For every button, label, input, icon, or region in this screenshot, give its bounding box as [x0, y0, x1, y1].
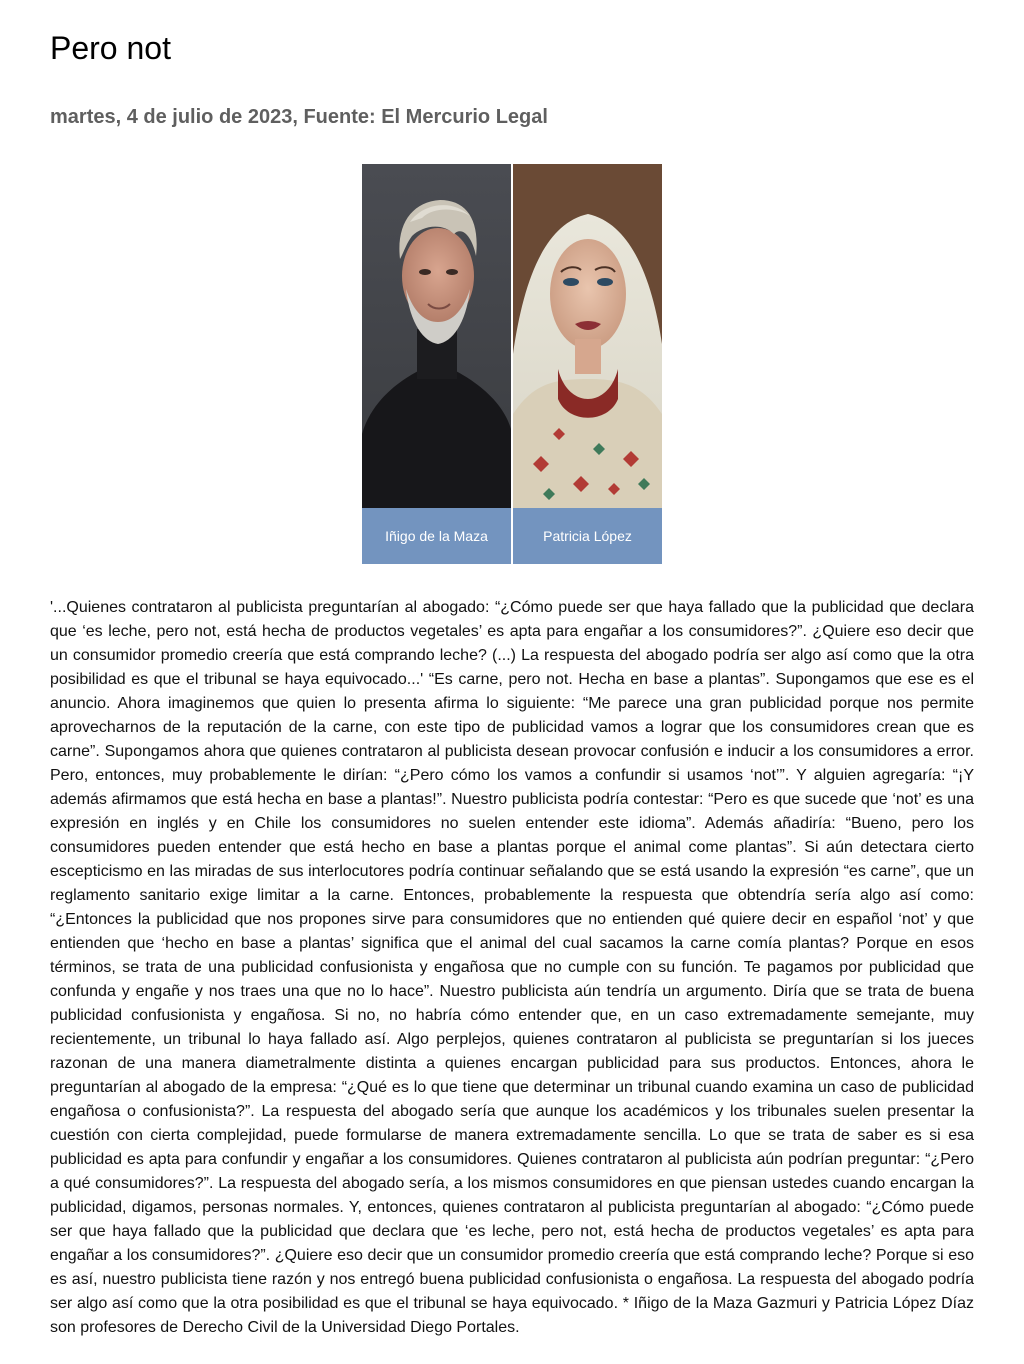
author-photos: [362, 164, 662, 564]
author-name-caption: Patricia López: [513, 508, 662, 564]
author-photo-right: [513, 164, 662, 564]
author-photo-left: [362, 164, 511, 564]
portrait-man-image: [362, 164, 511, 508]
article-title: Pero not: [50, 30, 171, 66]
article-body: '...Quienes contrataron al publicista preguntarían al abogado: “¿Cómo puede ser que haya fallado que la publicidad que declara que ‘es leche, pero not, está hecha de productos vegetales’ es apta para engañar a los consumidores?”. ¿Quiere eso decir que un consumidor promedio creería que está comprando leche? (...) La respuesta del abogado podría ser algo así como que la otra posibilidad es que el tribunal se haya equivocado...' “Es carne, pero not. Hecha en base a plantas”. Supongamos que ese es el anuncio. Ahora imaginemos que quien lo presenta afirma lo siguiente: “Me parece una gran publicidad porque nos permite aprovecharnos de la reputación de la carne, con este tipo de publicidad vamos a lograr que los consumidores crean que es carne”. Supongamos ahora que quienes contrataron al publicista desean provocar confusión e inducir a los consumidores a error. Pero, entonces, muy probablemente le dirían: “¿Pero cómo los vamos a confundir si usamos ‘not’”. Y alguien agregaría: “¡Y además afirmamos que está hecha en base a plantas!”. Nuestro publicista podría contestar: “Pero es que sucede que ‘not’ es una expresión en inglés y en Chile los consumidores no suelen entender este idioma”. Además añadiría: “Bueno, pero los consumidores pueden entender que está hecho en base a plantas porque el animal come plantas”. Si aún detectara cierto escepticismo en las miradas de sus interlocutores podría continuar señalando que se está usando la expresión “es carne”, que un reglamento sanitario exige limitar a la carne. Entonces, probablemente la respuesta que obtendría sería algo así como: “¿Entonces la publicidad que nos propones sirve para consumidores que no entienden qué quiere decir en español ‘not’ y que entienden que ‘hecho en base a plantas’ significa que el animal del cual sacamos la carne comía plantas? Porque en esos términos, se trata de una publicidad confusionista y engañosa que no cumple con su función. Te pagamos por publicidad que confunda y engañe y nos traes una que no lo hace”. Nuestro publicista aún tendría un argumento. Diría que se trata de buena publicidad confusionista y engañosa. Si no, no habría cómo entender que, en un caso extremadamente semejante, muy recientemente, un tribunal lo haya fallado así. Algo perplejos, quienes contrataron al publicista se preguntarían si los jueces razonan de una manera diametralmente distinta a quienes encargan publicidad para sus productos. Entonces, ahora le preguntarían al abogado de la empresa: “¿Qué es lo que tiene que determinar un tribunal cuando examina un caso de publicidad engañosa o confusionista?”. La respuesta del abogado sería que aunque los académicos y los tribunales suelen presentar la cuestión con cierta complejidad, puede formularse de manera extremadamente sencilla. Lo que se trata de saber es si esa publicidad es apta para confundir y engañar a los consumidores. Quienes contrataron al publicista aún podrían preguntar: “¿Pero a qué consumidores?”. La respuesta del abogado sería, a los mismos consumidores en que piensan ustedes cuando encargan la publicidad, digamos, personas normales. Y, entonces, quienes contrataron al publicista preguntarían al abogado: “¿Cómo puede ser que haya fallado que la publicidad que declara que ‘es leche, pero not, está hecha de productos vegetales’ es apta para engañar a los consumidores?”. ¿Quiere eso decir que un consumidor promedio creería que está comprando leche? Porque si eso es así, nuestro publicista tiene razón y nos entregó buena publicidad confusionista o engañosa. La respuesta del abogado podría ser algo así como que la otra posibilidad es que el tribunal se haya equivocado. * Iñigo de la Maza Gazmuri y Patricia López Díaz son profesores de Derecho Civil de la Universidad Diego Portales.: [50, 599, 974, 1336]
portrait-woman-image: [513, 164, 662, 508]
article-dateline: martes, 4 de julio de 2023, Fuente: El Mercurio Legal: [50, 106, 548, 128]
author-name-caption: Iñigo de la Maza: [362, 508, 511, 564]
